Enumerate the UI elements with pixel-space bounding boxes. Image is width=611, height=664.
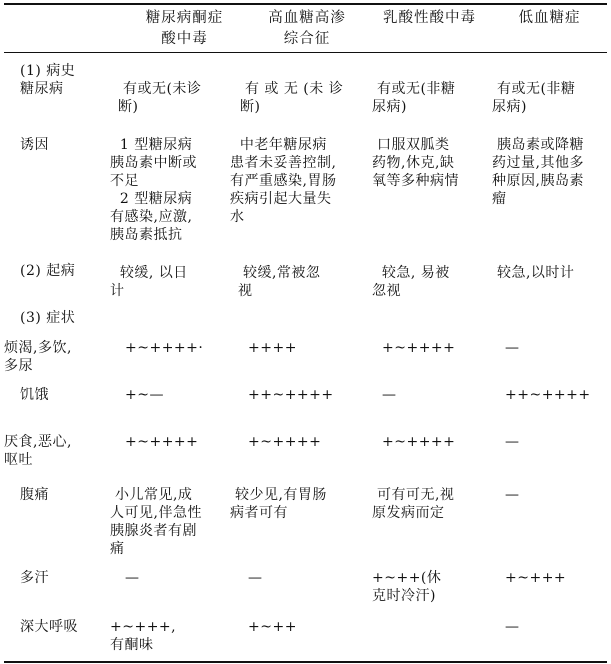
row-label-polydipsia: 烦渴,多饮, 多尿 [4, 340, 72, 374]
cell-anorexia-hypo: — [505, 434, 520, 450]
cell-sweating-hypo: +~+++ [505, 570, 567, 586]
cell-anorexia-hhs: +~++++ [248, 434, 322, 450]
cell-diabetes-lactic: 有或无(非糖 尿病) [372, 81, 456, 115]
column-header-hhs: 高血糖高渗 综合征 [268, 10, 346, 47]
row-label-abdominal-pain: 腹痛 [20, 487, 49, 503]
cell-onset-dka: 较缓, 以日 计 [110, 265, 188, 299]
row-label-trigger: 诱因 [20, 137, 49, 153]
section-symptoms: (3) 症状 [20, 310, 76, 326]
row-label-anorexia: 厌食,恶心, 呕吐 [4, 434, 72, 468]
row-label-sweating: 多汗 [20, 570, 49, 586]
cell-anorexia-dka: +~++++ [125, 434, 199, 450]
cell-abdominal-pain-lactic: 可有可无,视 原发病而定 [372, 487, 455, 521]
cell-polydipsia-hypo: — [505, 340, 520, 356]
cell-sweating-hhs: — [248, 570, 263, 586]
table-top-rule [4, 3, 607, 5]
table-header-rule [4, 52, 607, 53]
cell-hunger-hhs: ++~++++ [248, 387, 334, 403]
row-label-diabetes: 糖尿病 [20, 81, 64, 97]
cell-hunger-hypo: ++~++++ [505, 387, 591, 403]
cell-onset-hypo: 较急,以时计 [492, 265, 575, 281]
row-label-hunger: 饥饿 [20, 387, 49, 403]
cell-hunger-dka: +~— [125, 387, 164, 403]
cell-abdominal-pain-hypo: — [505, 487, 520, 503]
cell-polydipsia-dka: +~++++· [125, 340, 204, 356]
cell-sweating-lactic: +~++(休 克时冷汗) [372, 570, 442, 604]
column-header-lactic-acidosis: 乳酸性酸中毒 [383, 10, 476, 26]
cell-sweating-dka: — [125, 570, 140, 586]
cell-onset-lactic: 较急, 易被 忽视 [372, 265, 450, 299]
cell-trigger-hhs: 中老年糖尿病 患者未妥善控制, 有严重感染,胃肠 疾病引起大量失 水 [230, 137, 337, 225]
cell-deep-breathing-hhs: +~++ [248, 619, 297, 635]
cell-onset-hhs: 较缓,常被忽 视 [238, 265, 321, 299]
cell-trigger-dka: 1 型糖尿病 胰岛素中断或 不足 2 型糖尿病 有感染,应激, 胰岛素抵抗 [110, 137, 197, 243]
cell-deep-breathing-dka: +~+++, 有酮味 [110, 619, 177, 653]
cell-polydipsia-hhs: ++++ [248, 340, 297, 356]
section-history: (1) 病史 [20, 63, 76, 79]
cell-abdominal-pain-hhs: 较少见,有胃肠 病者可有 [230, 487, 327, 521]
cell-anorexia-lactic: +~++++ [382, 434, 456, 450]
cell-trigger-lactic: 口服双胍类 药物,休克,缺 氧等多种病情 [372, 137, 459, 189]
cell-deep-breathing-hypo: — [505, 619, 520, 635]
cell-polydipsia-lactic: +~++++ [382, 340, 456, 356]
cell-hunger-lactic: — [382, 387, 397, 403]
section-onset: (2) 起病 [20, 263, 76, 279]
cell-diabetes-dka: 有或无(未诊 断) [118, 81, 202, 115]
cell-abdominal-pain-dka: 小儿常见,成 人可见,伴急性 胰腺炎者有剧 痛 [110, 487, 202, 557]
cell-diabetes-hhs: 有 或 无 (未 诊 断) [240, 81, 344, 115]
cell-diabetes-hypo: 有或无(非糖 尿病) [492, 81, 576, 115]
column-header-hypoglycemia: 低血糖症 [518, 10, 581, 26]
row-label-deep-breathing: 深大呼吸 [20, 619, 78, 635]
column-header-dka: 糖尿病酮症 酸中毒 [145, 10, 224, 47]
table-bottom-rule [4, 661, 607, 663]
cell-trigger-hypo: 胰岛素或降糖 药过量,其他多 种原因,胰岛素 瘤 [492, 137, 584, 207]
